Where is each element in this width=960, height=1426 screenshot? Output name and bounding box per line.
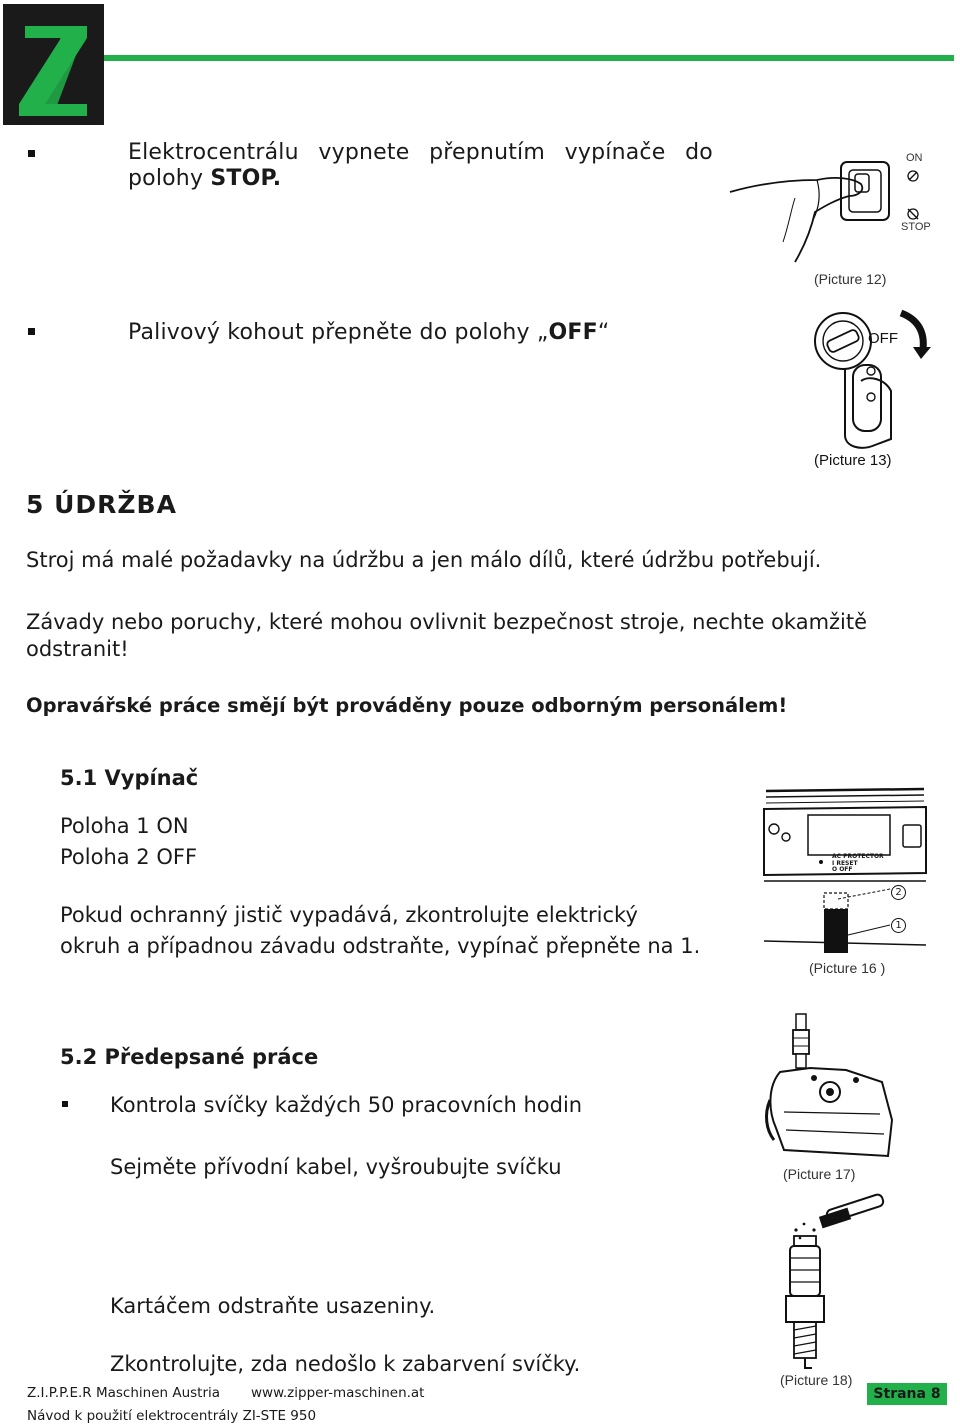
- position-1-marker: 1: [891, 918, 906, 933]
- brush-deposits-text: Kartáčem odstraňte usazeniny.: [110, 1294, 436, 1318]
- stop-instruction-line1: [128, 140, 713, 165]
- stop-keyword: STOP.: [210, 166, 282, 191]
- check-discoloration-text: Zkontrolujte, zda nedošlo k zabarvení svíčky.: [110, 1352, 581, 1376]
- word: vypnete: [318, 140, 410, 165]
- breaker-paragraph-line1: Pokud ochranný jistič vypadává, zkontrolujte elektrický: [60, 903, 638, 927]
- stop-instruction-line2: [128, 166, 281, 191]
- zipper-logo: [3, 4, 104, 125]
- fuel-instruction: [128, 320, 609, 345]
- repair-warning: Opravářské práce smějí být prováděny pouze odborným personálem!: [26, 694, 788, 717]
- bullet-icon: [28, 328, 35, 335]
- header-rule: [104, 55, 954, 61]
- defects-paragraph-line2: odstranit!: [26, 637, 129, 661]
- maintenance-paragraph: Stroj má malé požadavky na údržbu a jen málo dílů, které údržbu potřebují.: [26, 548, 822, 572]
- reset-label: I RESET: [832, 860, 858, 867]
- text: “: [597, 320, 610, 345]
- word: vypínače: [564, 140, 666, 165]
- footer-manual-title: Návod k použití elektrocentrály ZI-STE 950: [27, 1408, 317, 1424]
- text: polohy: [128, 166, 211, 191]
- section-5-2-heading: 5.2 Předepsané práce: [60, 1045, 319, 1069]
- spark-plug-engine-illustration: [760, 1010, 900, 1165]
- word: přepnutím: [429, 140, 545, 165]
- footer-website-link[interactable]: www.zipper-maschinen.at: [251, 1385, 425, 1401]
- position-1-text: Poloha 1 ON: [60, 814, 189, 838]
- defects-paragraph-line1: Závady nebo poruchy, které mohou ovlivnit bezpečnost stroje, nechte okamžitě: [26, 610, 868, 634]
- spark-plug-check-text: Kontrola svíčky každých 50 pracovních hodin: [110, 1093, 583, 1117]
- position-2-text: Poloha 2 OFF: [60, 845, 198, 869]
- page-number-badge: Strana 8: [867, 1383, 947, 1405]
- off-keyword: OFF: [548, 320, 598, 345]
- picture-13-caption: (Picture 13): [814, 452, 892, 469]
- section-5-heading: 5 ÚDRŽBA: [26, 490, 177, 519]
- off-label: OFF: [868, 330, 898, 347]
- remove-plug-text: Sejměte přívodní kabel, vyšroubujte svíčku: [110, 1155, 562, 1179]
- text: Palivový kohout přepněte do polohy „: [128, 320, 549, 345]
- picture-18-caption: (Picture 18): [780, 1372, 853, 1388]
- breaker-paragraph-line2: okruh a případnou závadu odstraňte, vypínač přepněte na 1.: [60, 934, 701, 958]
- off-position-label: O OFF: [832, 866, 853, 873]
- picture-17-caption: (Picture 17): [783, 1166, 856, 1182]
- on-label: ON: [906, 152, 923, 164]
- bullet-icon: [62, 1101, 68, 1107]
- ac-protector-label: AC PROTECTOR: [832, 853, 884, 860]
- switch-hand-illustration: [725, 150, 935, 265]
- picture-16-caption: (Picture 16 ): [809, 960, 886, 976]
- picture-12-caption: (Picture 12): [814, 271, 887, 287]
- bullet-icon: [28, 150, 35, 157]
- word: do: [685, 140, 713, 165]
- spark-plug-brush-illustration: [770, 1190, 895, 1375]
- word: Elektrocentrálu: [128, 140, 299, 165]
- section-5-1-heading: 5.1 Vypínač: [60, 766, 199, 790]
- fuel-valve-illustration: [805, 305, 935, 455]
- zipper-z-logo-icon: [3, 4, 104, 125]
- position-2-marker: 2: [891, 885, 906, 900]
- footer-company: Z.I.P.P.E.R Maschinen Austria: [27, 1385, 221, 1401]
- stop-label: STOP: [901, 221, 931, 233]
